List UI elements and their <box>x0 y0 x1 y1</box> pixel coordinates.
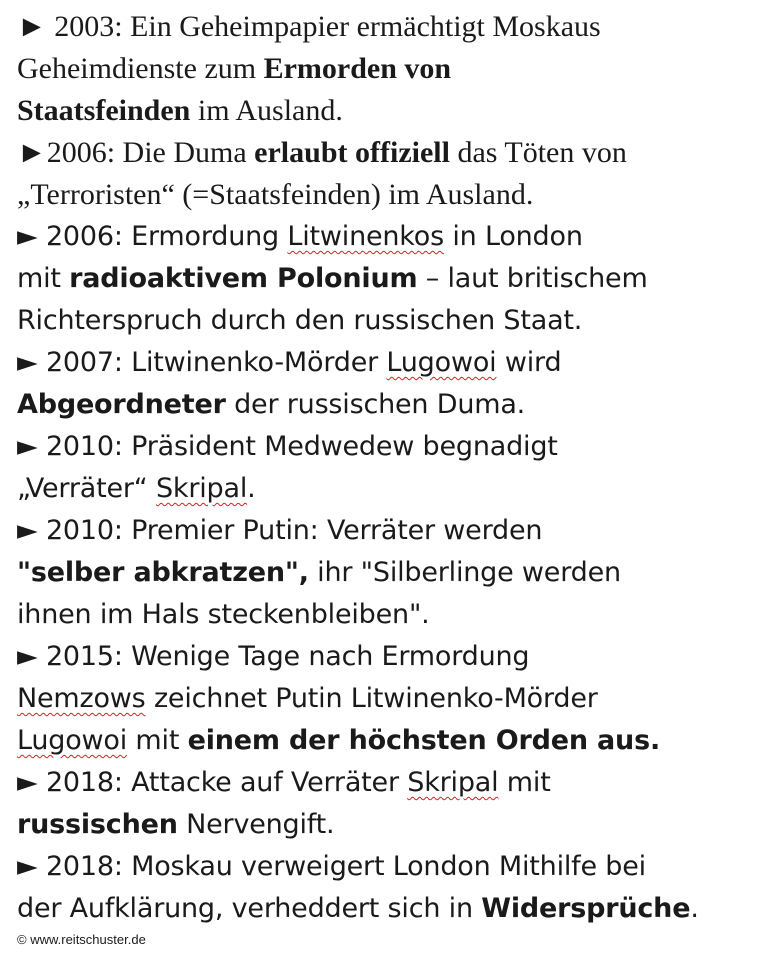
emphasized-text: Abgeordneter <box>17 389 226 420</box>
text-line <box>17 300 752 342</box>
text-segment: das Töten von <box>449 136 627 169</box>
document-body <box>17 6 752 930</box>
text-line <box>17 888 752 930</box>
text-segment: wird <box>496 347 562 378</box>
text-line <box>17 552 752 594</box>
text-line <box>17 678 752 720</box>
spellcheck-flagged-word: Lugowoi <box>17 725 128 756</box>
text-segment: ► 2006: Ermordung <box>17 221 288 252</box>
text-line <box>17 258 752 300</box>
spellcheck-flagged-word: Skripal <box>155 473 248 504</box>
emphasized-text: russischen <box>17 809 178 840</box>
text-line <box>17 846 752 888</box>
text-segment: ► 2007: Litwinenko-Mörder <box>17 347 387 378</box>
text-line <box>17 762 752 804</box>
text-line <box>17 468 752 510</box>
text-segment: Geheimdienste zum <box>17 52 264 85</box>
text-segment: in London <box>443 221 583 252</box>
text-line <box>17 216 752 258</box>
spellcheck-flagged-word: Lugowoi <box>386 347 497 378</box>
text-line <box>17 510 752 552</box>
text-segment: „Terroristen“ (=Staatsfeinden) im Ausland. <box>17 178 534 211</box>
emphasized-text: Staatsfeinden <box>17 94 191 127</box>
text-segment: „Verräter“ <box>17 473 156 504</box>
text-segment: mit <box>127 725 188 756</box>
text-segment: . <box>690 893 699 924</box>
text-segment: ► 2010: Präsident Medwedew begnadigt <box>17 431 558 462</box>
text-line <box>17 132 752 174</box>
emphasized-text: radioaktivem Polonium <box>69 263 418 294</box>
text-segment: – laut britischem <box>417 263 648 294</box>
text-segment: ► 2015: Wenige Tage nach Ermordung <box>17 641 530 672</box>
spellcheck-flagged-word: Litwinenkos <box>287 221 444 252</box>
copyright-notice: © www.reitschuster.de <box>17 932 146 947</box>
text-segment: ► 2010: Premier Putin: Verräter werden <box>17 515 543 546</box>
text-line <box>17 636 752 678</box>
text-line <box>17 174 752 216</box>
text-segment: zeichnet Putin Litwinenko-Mörder <box>145 683 598 714</box>
text-line <box>17 426 752 468</box>
emphasized-text: "selber abkratzen", <box>17 557 309 588</box>
text-segment: ► 2018: Moskau verweigert London Mithilfe bei <box>17 851 646 882</box>
text-line <box>17 6 752 48</box>
text-segment: mit <box>498 767 551 798</box>
text-line <box>17 384 752 426</box>
text-segment: der Aufklärung, verheddert sich in <box>17 893 482 924</box>
text-line <box>17 594 752 636</box>
text-line <box>17 48 752 90</box>
emphasized-text: Widersprüche <box>481 893 691 924</box>
emphasized-text: erlaubt offiziell <box>254 136 450 169</box>
text-segment: mit <box>17 263 70 294</box>
text-line <box>17 804 752 846</box>
text-segment: Richterspruch durch den russischen Staat. <box>17 305 583 336</box>
text-line <box>17 342 752 384</box>
text-segment: Nervengift. <box>177 809 335 840</box>
text-line <box>17 90 752 132</box>
spellcheck-flagged-word: Nemzows <box>17 683 146 714</box>
text-segment: ► 2003: Ein Geheimpapier ermächtigt Moskaus <box>17 10 601 43</box>
text-segment: der russischen Duma. <box>225 389 526 420</box>
emphasized-text: einem der höchsten Orden aus. <box>187 725 661 756</box>
text-segment: ihnen im Hals steckenbleiben". <box>17 599 430 630</box>
text-segment: ihr "Silberlinge werden <box>308 557 621 588</box>
text-line <box>17 720 752 762</box>
text-segment: im Ausland. <box>190 94 343 127</box>
text-segment: ►2006: Die Duma <box>17 136 255 169</box>
emphasized-text: Ermorden von <box>263 52 452 85</box>
text-segment: . <box>247 473 256 504</box>
text-segment: ► 2018: Attacke auf Verräter <box>17 767 408 798</box>
spellcheck-flagged-word: Skripal <box>407 767 499 798</box>
